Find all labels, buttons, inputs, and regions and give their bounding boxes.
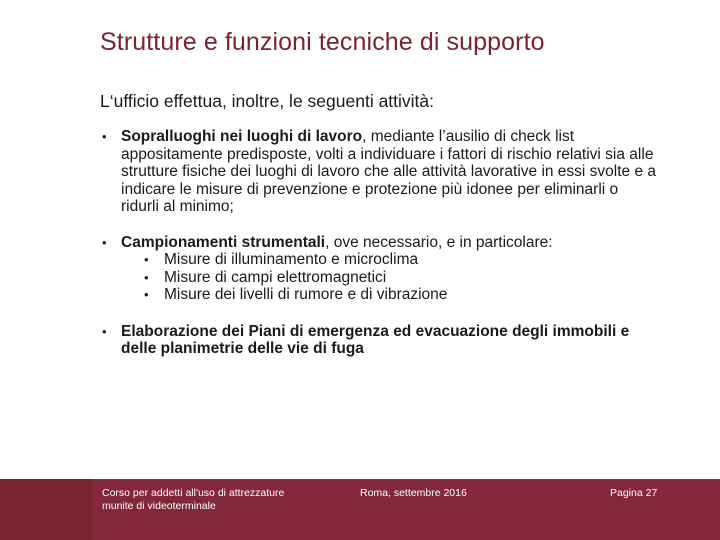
bullet-icon: • [144, 287, 149, 302]
bullet-icon: • [102, 234, 107, 250]
footer-left-block [0, 479, 92, 540]
sub-bullet-item [142, 251, 660, 269]
bullet-bold-text: Sopralluoghi nei luoghi di lavoro [121, 128, 363, 145]
bullet-icon: • [144, 252, 149, 267]
sub-bullet-text: Misure di campi elettromagnetici [164, 268, 387, 286]
sub-bullet-item [142, 269, 660, 287]
bullet-bold-text: Campionamenti strumentali [121, 233, 326, 251]
sub-bullet-item [142, 286, 660, 304]
bullet-item-elaborazione [100, 323, 660, 358]
sub-bullet-list [121, 251, 660, 304]
sub-bullet-text: Misure di illuminamento e microclima [164, 251, 419, 268]
bullet-item-sopralluoghi [100, 128, 660, 216]
footer-page-number: Pagina 27 [610, 487, 658, 499]
bullet-icon: • [102, 323, 107, 339]
footer-date: Roma, settembre 2016 [360, 487, 467, 499]
sub-bullet-text: Misure dei livelli di rumore e di vibrazione [164, 286, 448, 303]
slide-title: Strutture e funzioni tecniche di supporto [100, 28, 545, 56]
bullet-icon: • [144, 269, 149, 285]
bullet-icon: • [102, 129, 107, 144]
bullet-text: , mediante l’ausilio di check list appositamente predisposte, volti a individuare i fattori di rischio relativi sia alle strutture fisiche dei luoghi di lavoro che alle attività lavorative in essi svolte e a indicare le misure di prevenzione e protezione più idonee per eliminarli o ridurli al minimo; [121, 128, 657, 215]
bullet-bold-text: Elaborazione dei Piani di emergenza ed evacuazione degli immobili e delle planimetrie delle vie di fuga [121, 322, 630, 357]
footer-course: Corso per addetti all'uso di attrezzature munite di videoterminale [102, 487, 285, 512]
slide-intro: L‘ufficio effettua, inoltre, le seguenti attività: [100, 91, 435, 111]
bullet-item-campionamenti [100, 234, 660, 304]
bullet-list [100, 128, 660, 358]
bullet-text: , ove necessario, e in particolare: [325, 233, 553, 251]
